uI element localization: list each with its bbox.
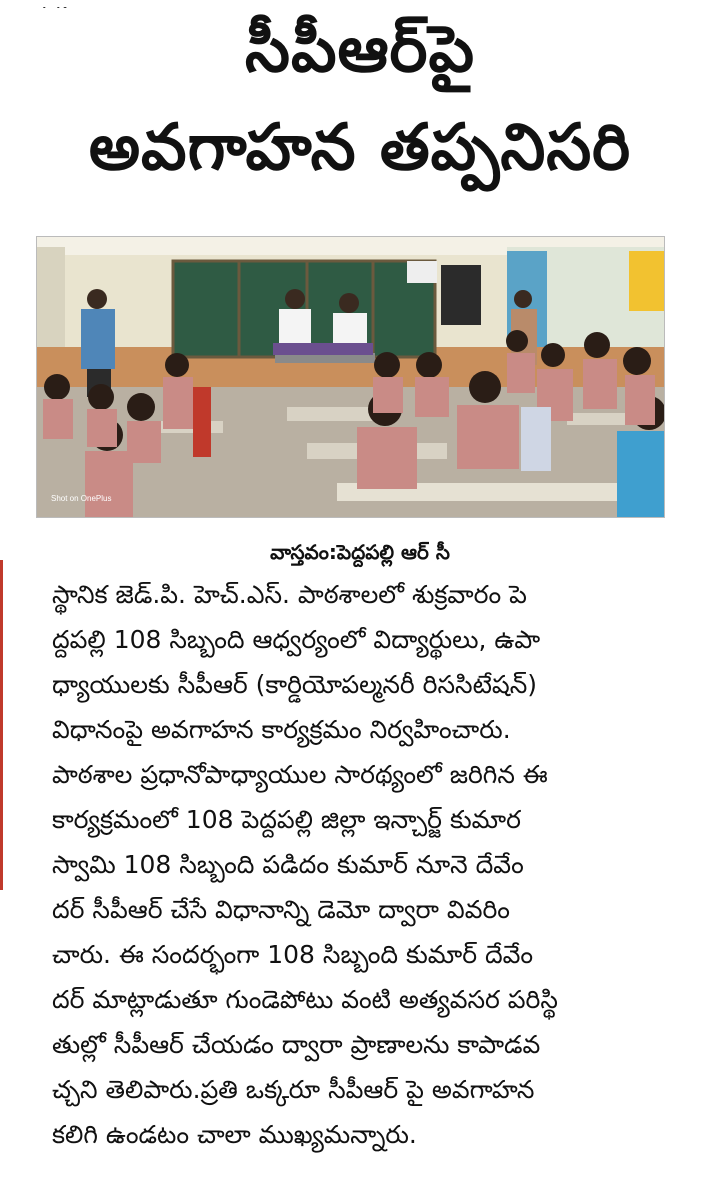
article-line: కార్యక్రమంలో 108 పెద్దపల్లి జిల్లా ఇన్చార్జ్ కుమార	[52, 805, 521, 834]
article-line: ధ్యాయులకు సీపీఆర్ (కార్డియోపల్మనరీ రిససిటేషన్)	[52, 670, 537, 699]
headline	[0, 0, 720, 190]
clipping-edge-mark	[0, 560, 3, 890]
headline-line-2: అవగాహన తప్పనిసరి	[88, 111, 632, 185]
article-line: స్థానిక జెడ్.పి. హెచ్.ఎస్. పాఠశాలలో శుక్రవారం పె	[52, 580, 527, 609]
article-line: విధానంపై అవగాహన కార్యక్రమం నిర్వహించారు.	[52, 715, 511, 744]
article-line: చారు. ఈ సందర్భంగా 108 సిబ్బంది కుమార్ దేవేం	[52, 940, 534, 969]
news-photo	[36, 236, 665, 518]
photo-watermark: Shot on OnePlus	[51, 494, 112, 503]
article-line: పాఠశాల ప్రధానోపాధ్యాయుల సారథ్యంలో జరిగిన ఈ	[52, 760, 548, 789]
photo-caption-byline: వాస్తవం:పెద్దపల్లి ఆర్ సీ	[270, 540, 450, 564]
headline-line-1: సీపీఆర్‌పై	[245, 13, 475, 87]
article-line: దర్ మాట్లాడుతూ గుండెపోటు వంటి అత్యవసర పరిస్థి	[52, 985, 558, 1014]
article-line: చ్చని తెలిపారు.ప్రతి ఒక్కరూ సీపీఆర్ పై అవగాహన	[52, 1075, 535, 1104]
article-line: కలిగి ఉండటం చాలా ముఖ్యమన్నారు.	[52, 1120, 417, 1149]
article-line: తుల్లో సీపీఆర్ చేయడం ద్వారా ప్రాణాలను కాపాడవ	[52, 1030, 541, 1059]
classroom-cpr-demo-image	[37, 237, 664, 517]
article-line: స్వామి 108 సిబ్బంది పడిదం కుమార్ నూనె దేవేం	[52, 850, 524, 879]
article-line: దర్ సీపీఆర్ చేసే విధానాన్ని డెమో ద్వారా వివరిం	[52, 895, 510, 924]
article-line: ద్దపల్లి 108 సిబ్బంది ఆధ్వర్యంలో విద్యార్థులు, ఉపా	[52, 625, 541, 654]
article-body	[52, 572, 652, 1157]
